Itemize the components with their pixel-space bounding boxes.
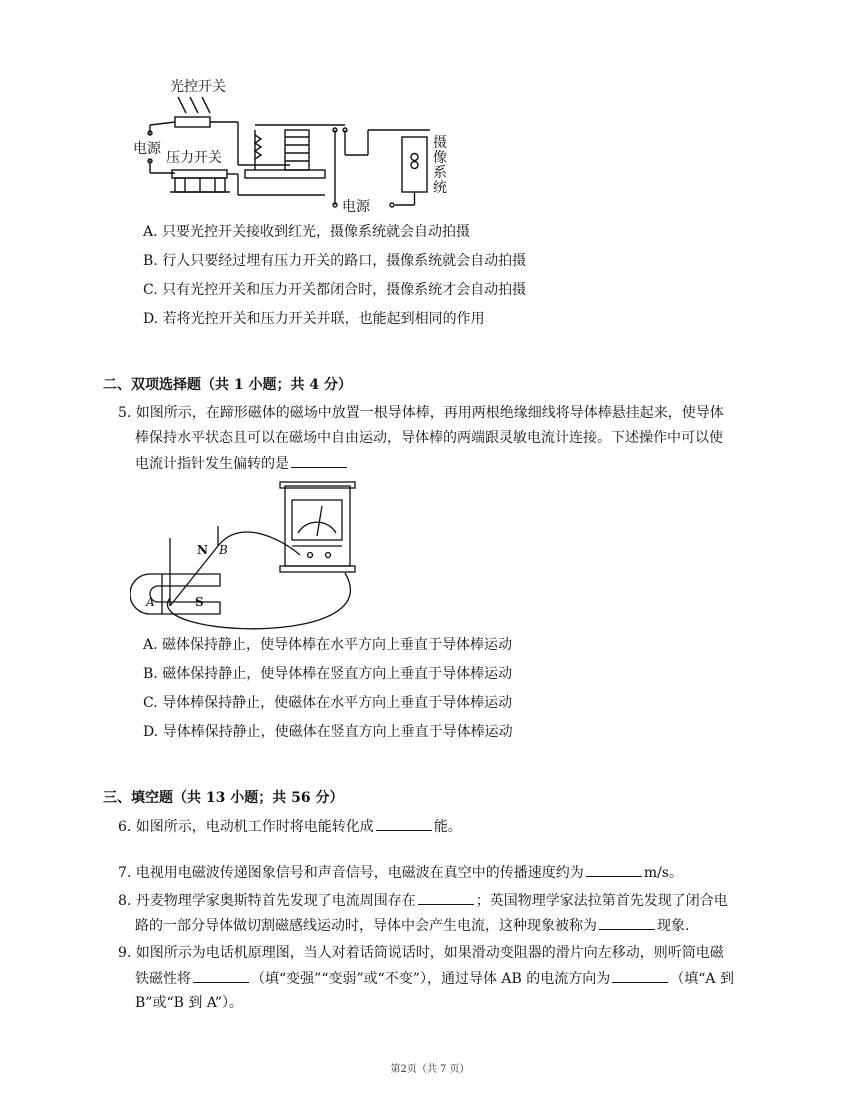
q5-line-2: 棒保持水平状态且可以在磁场中自由运动，导体棒的两端跟灵敏电流计连接。下述操作中可以使 [135, 430, 723, 446]
q9-line-2 [135, 968, 734, 989]
q4-option-d: D. 若将光控开关和压力开关并联，也能起到相同的作用 [143, 311, 485, 327]
q4-option-a: A. 只要光控开关接收到红光，摄像系统就会自动拍摄 [143, 224, 471, 240]
q9-answer-blank-1 [193, 968, 249, 983]
q4-option-b: B. 行人只要经过埋有压力开关的路口，摄像系统就会自动拍摄 [143, 253, 527, 269]
fig2-label-a: A [146, 595, 155, 609]
figure-traffic-camera-circuit [130, 75, 460, 220]
label-power-bottom: 电源 [342, 199, 370, 215]
page-footer: 第2页（共 7 页） [390, 1064, 470, 1075]
q5-option-a: A. 磁体保持静止，使导体棒在水平方向上垂直于导体棒运动 [143, 637, 513, 653]
q9-answer-blank-2 [612, 968, 668, 983]
label-light-switch: 光控开关 [170, 79, 226, 95]
q6-text-after: 能。 [433, 819, 462, 835]
q5-option-c: C. 导体棒保持静止，使磁体在水平方向上垂直于导体棒运动 [143, 695, 513, 711]
q6-answer-blank [376, 816, 432, 831]
q6-text-before: 6. 如图所示，电动机工作时将电能转化成 [118, 819, 374, 835]
q7-answer-blank [586, 862, 642, 877]
q9-line-2-b: （填“变强”“变弱”或“不变”），通过导体 AB 的电流方向为 [251, 971, 611, 987]
fig2-label-s: S [195, 595, 204, 609]
q9-line-2-a: 铁磁性将 [135, 971, 191, 987]
q8-line-1-before: 8. 丹麦物理学家奥斯特首先发现了电流周围存在 [118, 893, 416, 909]
q8-line-2-after: 现象. [657, 918, 690, 934]
q7-text-before: 7. 电视用电磁波传递图象信号和声音信号，电磁波在真空中的传播速度约为 [118, 865, 584, 881]
figure-magnet-galvanometer [130, 478, 370, 648]
label-camera-system: 摄像系统 [433, 135, 447, 196]
q9-line-2-c: （填“A 到 [670, 971, 734, 987]
q8-line-1-after: ；英国物理学家法拉第首先发现了闭合电 [475, 893, 728, 909]
q9-line-1: 9. 如图所示为电话机原理图，当人对着话筒说话时，如果滑动变阻器的滑片向左移动，则听筒电磁 [118, 945, 724, 961]
q8-answer-blank-2 [599, 915, 655, 930]
q8-line-2-before: 路的一部分导体做切割磁感线运动时，导体中会产生电流，这种现象被称为 [135, 918, 597, 934]
q8-answer-blank-1 [418, 890, 474, 905]
fig2-label-b: B [219, 543, 228, 557]
fig2-label-n: N [197, 543, 208, 557]
section-2-heading: 二、双项选择题（共 1 小题；共 4 分） [103, 377, 352, 393]
q4-option-c: C. 只有光控开关和压力开关都闭合时，摄像系统才会自动拍摄 [143, 282, 527, 298]
q8-line-2 [135, 915, 689, 936]
q5-line-3 [135, 453, 349, 474]
q5-option-b: B. 磁体保持静止，使导体棒在竖直方向上垂直于导体棒运动 [143, 666, 513, 682]
q7-text-after: m/s。 [643, 865, 683, 881]
q5-line-3-text: 电流计指针发生偏转的是 [135, 456, 289, 472]
q9-line-3: B”或“B 到 A”）。 [135, 995, 244, 1011]
section-3-heading: 三、填空题（共 13 小题；共 56 分） [103, 790, 344, 806]
q5-option-d: D. 导体棒保持静止，使磁体在竖直方向上垂直于导体棒运动 [143, 724, 513, 740]
q5-answer-blank [291, 453, 347, 468]
q6 [118, 816, 462, 837]
q5-line-1: 5. 如图所示，在蹄形磁体的磁场中放置一根导体棒，再用两根绝缘细线将导体棒悬挂起来，使导体 [118, 405, 724, 421]
label-pressure-switch: 压力开关 [166, 150, 222, 166]
q8-line-1 [118, 890, 728, 911]
q7 [118, 862, 683, 883]
label-power-left: 电源 [133, 141, 161, 157]
